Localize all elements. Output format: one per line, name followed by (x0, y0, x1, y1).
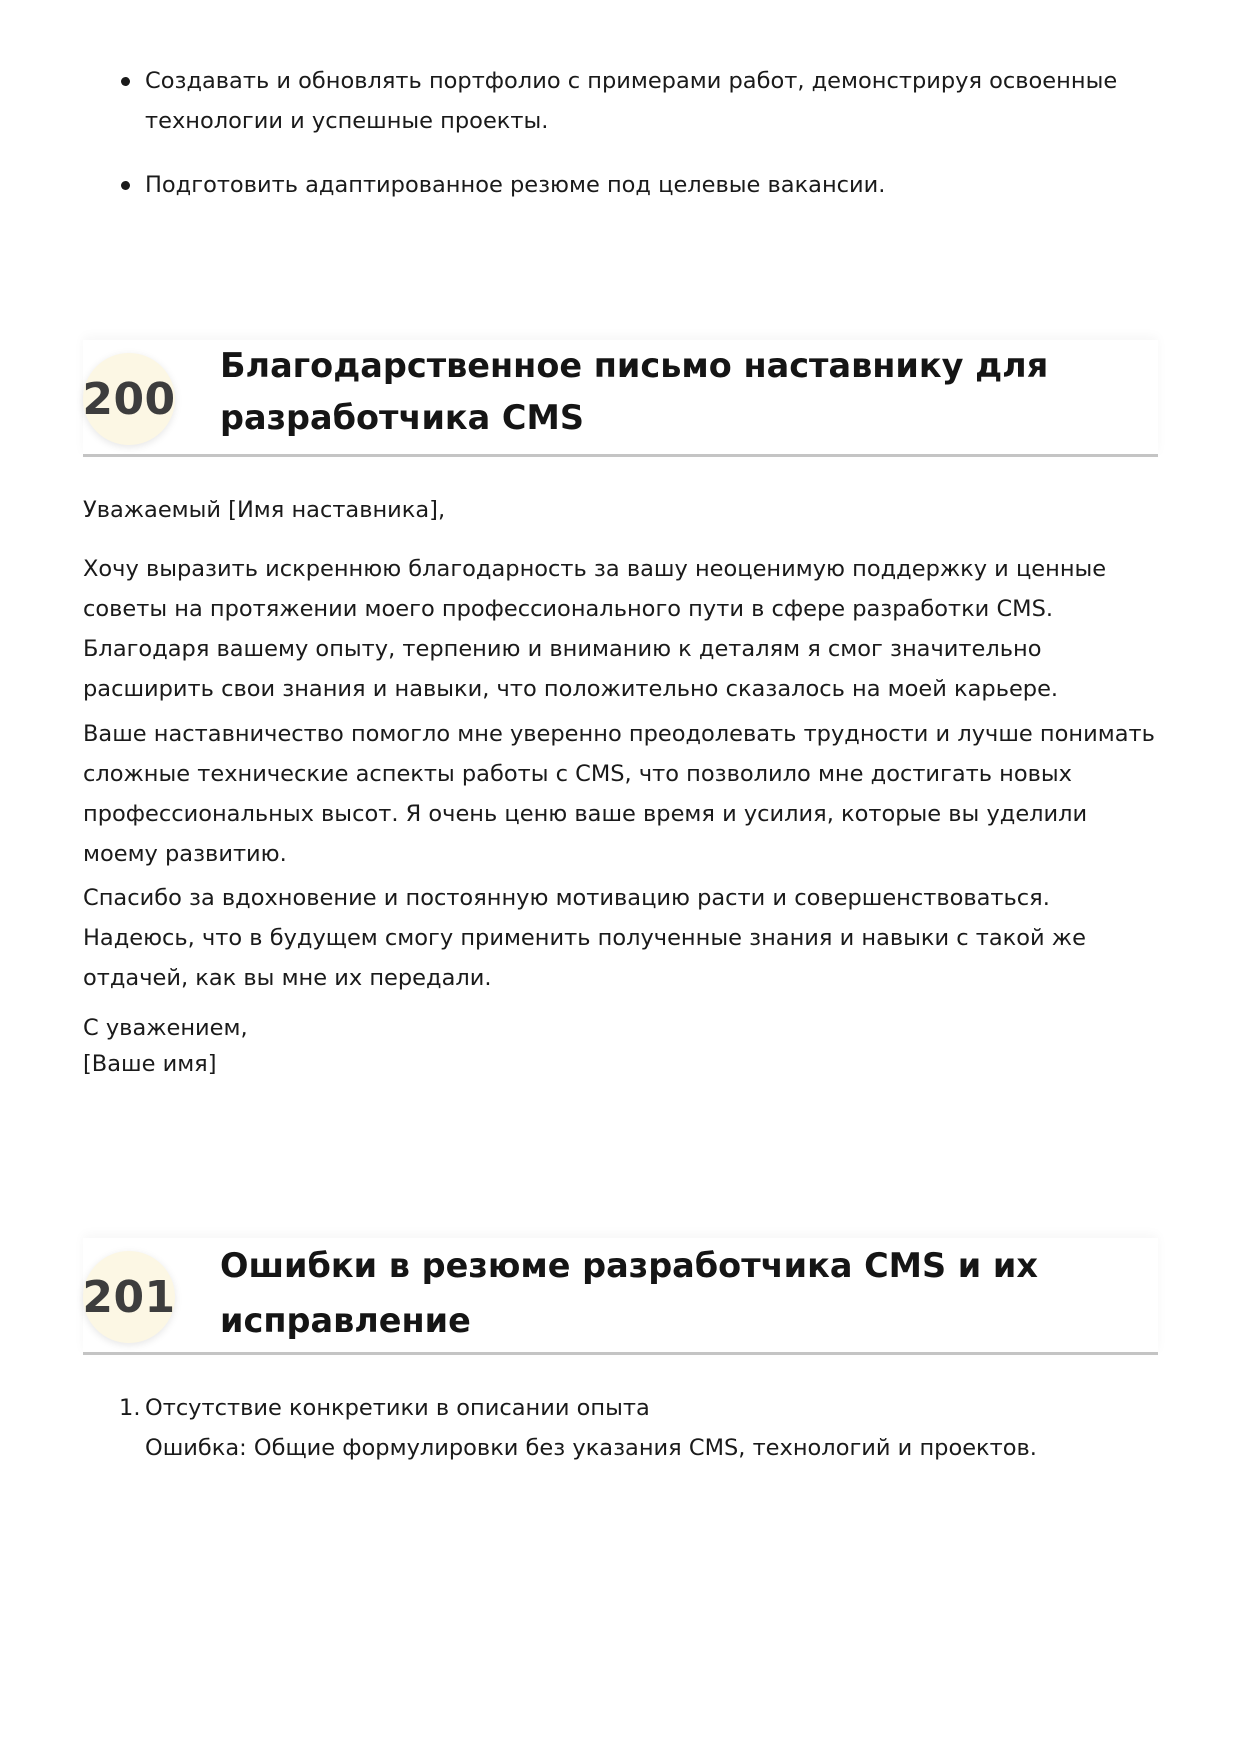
bullet-list (83, 61, 1158, 229)
section-number-badge: 201 (83, 1251, 175, 1343)
section-header-200 (83, 340, 1158, 457)
list-item (83, 61, 1158, 141)
section-title-line: исправление (220, 1301, 471, 1340)
section-title (220, 340, 1100, 444)
section-title-line: Ошибки в резюме разработчика CMS и их (220, 1246, 1039, 1285)
section-number-badge: 200 (83, 353, 175, 445)
bullet-text: Создавать и обновлять портфолио с примерами работ, демонстрируя освоенные технологии и успешные проекты. (145, 68, 1118, 134)
list-item-heading: Отсутствие конкретики в описании опыта (145, 1395, 650, 1421)
bullet-icon (121, 77, 130, 86)
letter-paragraph: Ваше наставничество помогло мне уверенно преодолевать трудности и лучше понимать сложные технические аспекты работы с CMS, что позволило мне достигать новых профессиональных высот. Я очень ценю ваше время и усилия, которые вы уделили моему развитию. (83, 721, 1155, 867)
section-title-line: Благодарственное письмо наставнику для (220, 346, 1049, 385)
letter-paragraph: Спасибо за вдохновение и постоянную мотивацию расти и совершенствоваться. Надеюсь, что в будущем смогу применить полученные знания и навыки с такой же отдачей, как вы мне их передали. (83, 885, 1086, 991)
list-item-body (145, 1388, 1145, 1468)
list-item-detail: Ошибка: Общие формулировки без указания CMS, технологий и проектов. (145, 1435, 1037, 1461)
letter-signature: [Ваше имя] (83, 1051, 217, 1077)
section-header-201 (83, 1238, 1158, 1355)
letter-greeting: Уважаемый [Имя наставника], (83, 497, 446, 523)
list-item-number: 1. (119, 1395, 141, 1421)
section-title (220, 1238, 1100, 1348)
list-item (83, 165, 1158, 205)
section-title-line: разработчика CMS (220, 398, 584, 437)
letter-closing: С уважением, (83, 1015, 248, 1041)
letter-paragraph: Хочу выразить искреннюю благодарность за вашу неоценимую поддержку и ценные советы на протяжении моего профессионального пути в сфере разработки CMS. Благодаря вашему опыту, терпению и вниманию к деталям я смог значительно расширить свои знания и навыки, что положительно сказалось на моей карьере. (83, 556, 1107, 702)
bullet-text: Подготовить адаптированное резюме под целевые вакансии. (145, 172, 886, 198)
bullet-icon (121, 181, 130, 190)
